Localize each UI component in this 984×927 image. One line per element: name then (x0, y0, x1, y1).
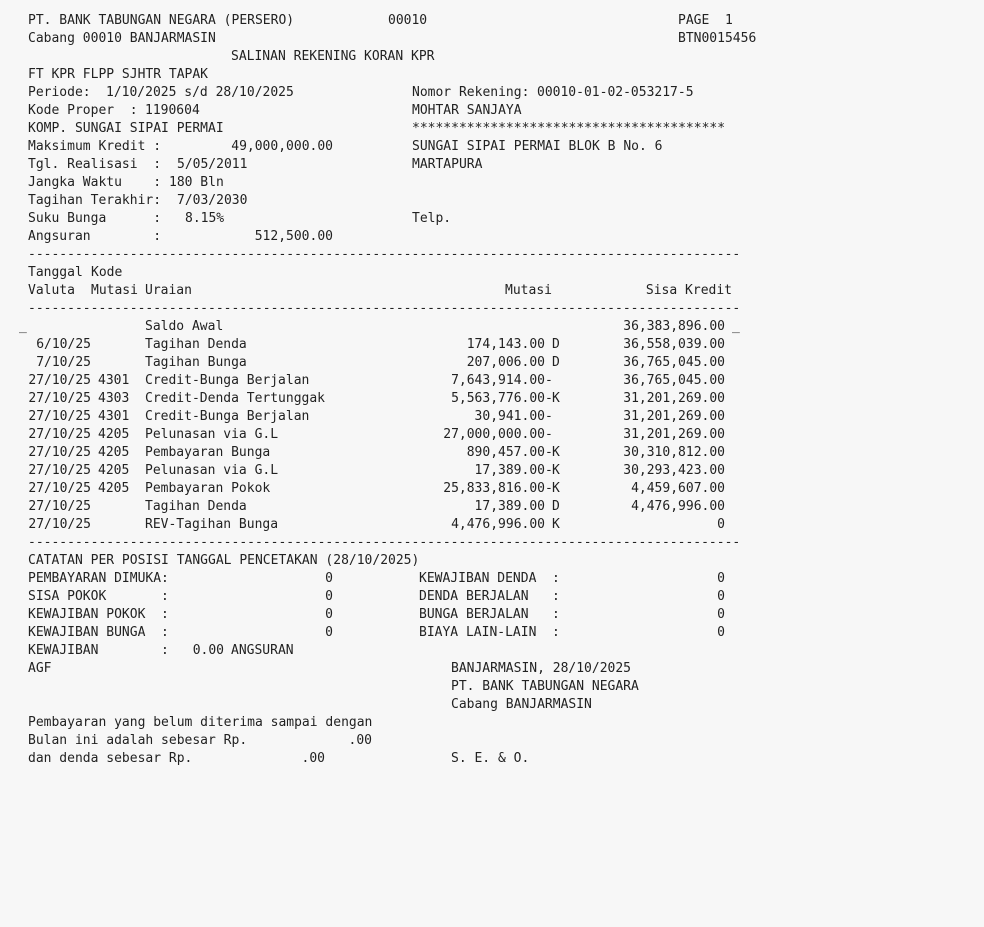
remaining-balance: 30,310,812.00 (623, 445, 725, 460)
tgl-realisasi-value: 5/05/2011 (177, 157, 248, 172)
transaction-row (0, 372, 984, 390)
catatan-label: BIAYA LAIN-LAIN : (419, 625, 560, 640)
separator-line (0, 246, 984, 264)
transaction-sign: - (545, 481, 553, 496)
separator-line (0, 300, 984, 318)
remaining-balance: 4,476,996.00 (631, 499, 725, 514)
masked-line: **************************************** (412, 121, 726, 136)
remaining-balance: 36,558,039.00 (623, 337, 725, 352)
catatan-label: DENDA BERJALAN : (419, 589, 560, 604)
transaction-code: 4205 (98, 481, 130, 496)
transaction-description: Tagihan Bunga (145, 355, 247, 370)
transaction-description: Credit-Denda Tertunggak (145, 391, 326, 406)
col-header-tanggal: Tanggal (28, 265, 83, 280)
page-number: PAGE 1 (678, 13, 733, 28)
note-text: dan denda sebesar Rp. (28, 751, 193, 766)
note-line1 (0, 714, 984, 732)
catatan-row (0, 588, 984, 606)
periode-line (0, 84, 984, 102)
transaction-code: 4301 (98, 409, 130, 424)
catatan-title: CATATAN PER POSISI TANGGAL PENCETAKAN (28/10/2025) (28, 553, 420, 568)
signature-city-date: BANJARMASIN, 28/10/2025 (451, 661, 632, 676)
transaction-description: Credit-Bunga Berjalan (145, 409, 310, 424)
transaction-description: Saldo Awal (145, 319, 224, 334)
transaction-amount: 174,143.00 (466, 337, 545, 352)
transaction-flag: K (552, 481, 560, 496)
transaction-amount: 25,833,816.00 (443, 481, 545, 496)
transaction-sign: - (545, 373, 553, 388)
kode-proper-value: 1190604 (145, 103, 200, 118)
transaction-row (0, 462, 984, 480)
col-header-sisa-kredit: Sisa Kredit (645, 283, 732, 298)
remaining-balance: 31,201,269.00 (623, 391, 725, 406)
tgl-realisasi-label: Tgl. Realisasi : (28, 157, 162, 172)
separator: ------------------------------------------------------------------------------------------- (28, 301, 741, 316)
transaction-row (0, 426, 984, 444)
kewajiban-unit: ANGSURAN (231, 643, 294, 658)
transaction-date: 27/10/25 (28, 517, 91, 532)
catatan-value: 0 (717, 625, 725, 640)
transaction-flag: D (552, 355, 560, 370)
transaction-flag: D (552, 499, 560, 514)
transaction-sign: - (545, 409, 553, 424)
remaining-balance: 36,765,045.00 (623, 373, 725, 388)
transaction-amount: 4,476,996.00 (451, 517, 545, 532)
transaction-date: 6/10/25 (36, 337, 91, 352)
transaction-date: 27/10/25 (28, 391, 91, 406)
note-line3 (0, 750, 984, 768)
transaction-sign: - (545, 427, 553, 442)
transaction-amount: 7,643,914.00 (451, 373, 545, 388)
transaction-description: Pembayaran Pokok (145, 481, 271, 496)
customer-name: MOHTAR SANJAYA (412, 103, 522, 118)
col-header-mutasi-kode: Mutasi (91, 283, 138, 298)
report-code: BTN0015456 (678, 31, 757, 46)
transaction-date: 27/10/25 (28, 427, 91, 442)
note-text: Pembayaran yang belum diterima sampai dengan (28, 715, 373, 730)
branch-code: 00010 (388, 13, 428, 28)
transaction-amount: 17,389.00 (474, 463, 545, 478)
remaining-balance: 4,459,607.00 (631, 481, 725, 496)
transaction-date: 27/10/25 (28, 463, 91, 478)
komplek-line (0, 120, 984, 138)
address-line1: SUNGAI SIPAI PERMAI BLOK B No. 6 (412, 139, 663, 154)
telp-label: Telp. (412, 211, 452, 226)
tgl-realisasi-line (0, 156, 984, 174)
transaction-row (0, 480, 984, 498)
remaining-balance: 31,201,269.00 (623, 409, 725, 424)
transaction-code: 4301 (98, 373, 130, 388)
note-line2 (0, 732, 984, 750)
signature-bank: PT. BANK TABUNGAN NEGARA (451, 679, 639, 694)
transaction-amount: 207,006.00 (466, 355, 545, 370)
table-header-row1 (0, 264, 984, 282)
catatan-label: BUNGA BERJALAN : (419, 607, 560, 622)
transaction-date: 27/10/25 (28, 481, 91, 496)
transaction-date: 27/10/25 (28, 373, 91, 388)
maksimum-kredit-label: Maksimum Kredit : (28, 139, 162, 154)
agf-label: AGF (28, 661, 52, 676)
branch-label: Cabang 00010 BANJARMASIN (28, 31, 216, 46)
transaction-description: Tagihan Denda (145, 499, 247, 514)
catatan-row (0, 606, 984, 624)
transaction-description: Pelunasan via G.L (145, 463, 279, 478)
jangka-waktu-line (0, 174, 984, 192)
signature-bank-line (0, 678, 984, 696)
cursor-mark: _ (732, 319, 740, 334)
catatan-row (0, 570, 984, 588)
agf-line (0, 660, 984, 678)
jangka-waktu-label: Jangka Waktu : (28, 175, 162, 190)
seo-mark: S. E. & O. (451, 751, 530, 766)
tagihan-terakhir-label: Tagihan Terakhir: (28, 193, 162, 208)
transaction-code: 4205 (98, 463, 130, 478)
catatan-value: 0 (325, 589, 333, 604)
transaction-row (0, 444, 984, 462)
transaction-code: 4303 (98, 391, 130, 406)
transaction-row (0, 390, 984, 408)
transaction-row (0, 408, 984, 426)
product-line (0, 66, 984, 84)
transaction-amount: 30,941.00 (474, 409, 545, 424)
branch-line (0, 30, 984, 48)
tagihan-terakhir-value: 7/03/2030 (177, 193, 248, 208)
periode-label: Periode: (28, 85, 91, 100)
transaction-date: 27/10/25 (28, 499, 91, 514)
transaction-description: REV-Tagihan Bunga (145, 517, 279, 532)
suku-bunga-label: Suku Bunga : (28, 211, 162, 226)
catatan-label: KEWAJIBAN DENDA : (419, 571, 560, 586)
transaction-sign: - (545, 391, 553, 406)
catatan-value: 0 (717, 607, 725, 622)
kewajiban-value: 0.00 (192, 643, 224, 658)
transaction-row (0, 354, 984, 372)
page-title: SALINAN REKENING KORAN KPR (231, 49, 435, 64)
address-line2: MARTAPURA (412, 157, 483, 172)
catatan-title-line (0, 552, 984, 570)
catatan-label: SISA POKOK : (28, 589, 169, 604)
transaction-flag: K (552, 517, 560, 532)
separator: ------------------------------------------------------------------------------------------- (28, 247, 741, 262)
transaction-description: Pembayaran Bunga (145, 445, 271, 460)
angsuran-line (0, 228, 984, 246)
transaction-description: Tagihan Denda (145, 337, 247, 352)
transaction-sign: - (545, 445, 553, 460)
product-type: FT KPR FLPP SJHTR TAPAK (28, 67, 209, 82)
opening-balance-row (0, 318, 984, 336)
angsuran-label: Angsuran : (28, 229, 162, 244)
transaction-row (0, 336, 984, 354)
transaction-flag: K (552, 445, 560, 460)
note-amount: .00 (301, 751, 325, 766)
remaining-balance: 36,765,045.00 (623, 355, 725, 370)
col-header-mutasi: Mutasi (505, 283, 552, 298)
note-amount: .00 (348, 733, 372, 748)
signature-branch-line (0, 696, 984, 714)
catatan-row (0, 624, 984, 642)
remaining-balance: 30,293,423.00 (623, 463, 725, 478)
col-header-kode: Kode (91, 265, 123, 280)
transaction-amount: 5,563,776.00 (451, 391, 545, 406)
catatan-label: PEMBAYARAN DIMUKA: (28, 571, 169, 586)
transaction-date: 27/10/25 (28, 445, 91, 460)
separator-line (0, 534, 984, 552)
maksimum-kredit-value: 49,000,000.00 (231, 139, 333, 154)
remaining-balance: 31,201,269.00 (623, 427, 725, 442)
maksimum-kredit-line (0, 138, 984, 156)
title-line (0, 48, 984, 66)
catatan-value: 0 (325, 625, 333, 640)
kode-proper-label: Kode Proper : (28, 103, 138, 118)
transaction-code: 4205 (98, 427, 130, 442)
catatan-value: 0 (717, 589, 725, 604)
table-header-row2 (0, 282, 984, 300)
transaction-row (0, 498, 984, 516)
periode-value: 1/10/2025 s/d 28/10/2025 (106, 85, 294, 100)
transaction-description: Credit-Bunga Berjalan (145, 373, 310, 388)
remaining-balance: 36,383,896.00 (623, 319, 725, 334)
kode-proper-line (0, 102, 984, 120)
transaction-date: 27/10/25 (28, 409, 91, 424)
transaction-flag: K (552, 463, 560, 478)
kewajiban-label: KEWAJIBAN : (28, 643, 169, 658)
transaction-amount: 890,457.00 (466, 445, 545, 460)
col-header-valuta: Valuta (28, 283, 75, 298)
suku-bunga-line (0, 210, 984, 228)
catatan-value: 0 (717, 571, 725, 586)
jangka-waktu-value: 180 Bln (169, 175, 224, 190)
catatan-label: KEWAJIBAN BUNGA : (28, 625, 169, 640)
transaction-row (0, 516, 984, 534)
catatan-label: KEWAJIBAN POKOK : (28, 607, 169, 622)
nomor-rekening-label: Nomor Rekening: (412, 85, 530, 100)
catatan-value: 0 (325, 607, 333, 622)
nomor-rekening-value: 00010-01-02-053217-5 (537, 85, 694, 100)
tagihan-terakhir-line (0, 192, 984, 210)
col-header-uraian: Uraian (145, 283, 192, 298)
report-header-line (0, 12, 984, 30)
suku-bunga-value: 8.15% (185, 211, 225, 226)
transaction-amount: 27,000,000.00 (443, 427, 545, 442)
transaction-flag: K (552, 391, 560, 406)
angsuran-value: 512,500.00 (254, 229, 333, 244)
kewajiban-line (0, 642, 984, 660)
transaction-description: Pelunasan via G.L (145, 427, 279, 442)
bank-name: PT. BANK TABUNGAN NEGARA (PERSERO) (28, 13, 295, 28)
transaction-amount: 17,389.00 (474, 499, 545, 514)
komplek: KOMP. SUNGAI SIPAI PERMAI (28, 121, 224, 136)
signature-branch: Cabang BANJARMASIN (451, 697, 592, 712)
transaction-date: 7/10/25 (36, 355, 91, 370)
catatan-value: 0 (325, 571, 333, 586)
transaction-sign: - (545, 463, 553, 478)
separator: ------------------------------------------------------------------------------------------- (28, 535, 741, 550)
transaction-flag: D (552, 337, 560, 352)
cursor-mark: _ (19, 319, 27, 334)
note-text: Bulan ini adalah sebesar Rp. (28, 733, 248, 748)
remaining-balance: 0 (717, 517, 725, 532)
transaction-code: 4205 (98, 445, 130, 460)
